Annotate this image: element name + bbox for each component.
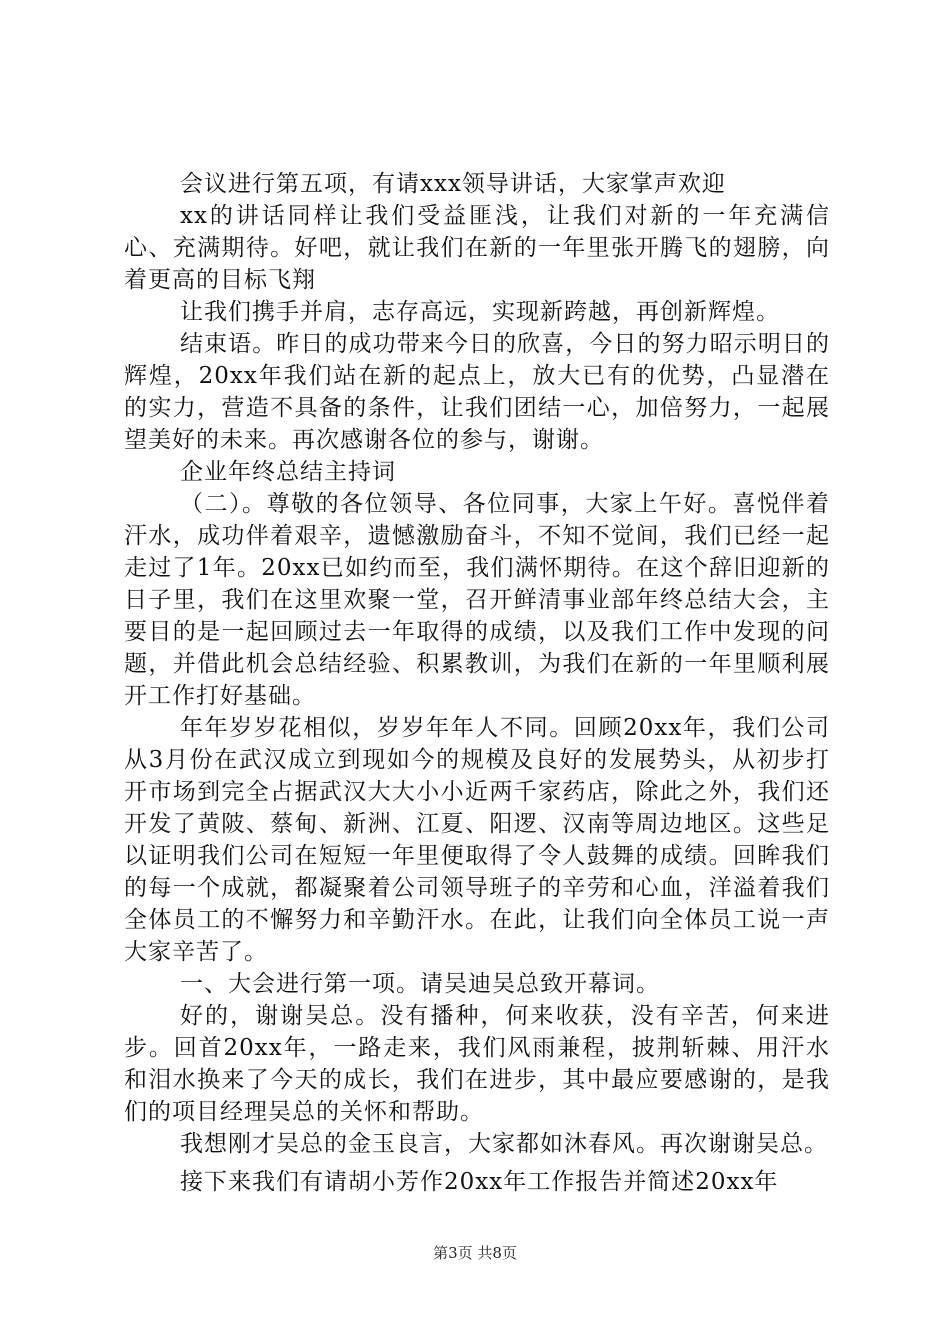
- paragraph-next-report: 接下来我们有请胡小芳作20xx年工作报告并简述20xx年: [180, 1169, 779, 1195]
- paragraph-opening-greeting: （二）。尊敬的各位领导、各位同事，大家上午好。喜悦伴着汗水，成功伴着艰辛，遗憾激励奋斗，不知不觉间，我们已经一起走过了1年。20xx已如约而至，我们满怀期待。在这个辞旧迎新的日子里，我们在这里欢聚一堂，召开鲜清事业部年终总结大会，主要目的是一起回顾过去一年取得的成绩，以及我们工作中发现的问题，并借此机会总结经验、积累教训，为我们在新的一年里顺利展开工作打好基础。: [124, 491, 830, 709]
- paragraph-thanks-speech: xx的讲话同样让我们受益匪浅，让我们对新的一年充满信心、充满期待。好吧，就让我们在新的一年里张开腾飞的翅膀，向着更高的目标飞翔: [124, 203, 830, 293]
- paragraph-agenda-item-one: 一、大会进行第一项。请吴迪吴总致开幕词。: [180, 971, 660, 997]
- paragraph-hand-in-hand: 让我们携手并肩，志存高远，实现新跨越，再创新辉煌。: [180, 299, 780, 325]
- document-body: [124, 168, 830, 1198]
- page-number: 第3页 共8页: [433, 1244, 517, 1262]
- paragraph-thanks-again: 我想刚才吴总的金玉良言，大家都如沐春风。再次谢谢吴总。: [180, 1131, 828, 1157]
- paragraph-thanks-manager: 好的，谢谢吴总。没有播种，何来收获，没有辛苦，何来进步。回首20xx年，一路走来，我们风雨兼程，披荆斩棘、用汗水和泪水换来了今天的成长，我们在进步，其中最应要感谢的，是我们的项目经理吴总的关怀和帮助。: [124, 1003, 830, 1125]
- paragraph-item-speech: 会议进行第五项，有请xxx领导讲话，大家掌声欢迎: [180, 171, 726, 197]
- section-title: 企业年终总结主持词: [180, 459, 396, 485]
- paragraph-closing-remarks: 结束语。昨日的成功带来今日的欣喜，今日的努力昭示明日的辉煌，20xx年我们站在新的起点上，放大已有的优势，凸显潜在的实力，营造不具备的条件，让我们团结一心，加倍努力，一起展望美好的未来。再次感谢各位的参与，谢谢。: [124, 331, 830, 453]
- paragraph-year-review: 年年岁岁花相似，岁岁年年人不同。回顾20xx年，我们公司从3月份在武汉成立到现如今的规模及良好的发展势头，从初步打开市场到完全占据武汉大大小小近两千家药店，除此之外，我们还开发了黄陂、蔡甸、新洲、江夏、阳逻、汉南等周边地区。这些足以证明我们公司在短短一年里便取得了令人鼓舞的成绩。回眸我们的每一个成就，都凝聚着公司领导班子的辛劳和心血，洋溢着我们全体员工的不懈努力和辛勤汗水。在此，让我们向全体员工说一声大家辛苦了。: [124, 715, 830, 965]
